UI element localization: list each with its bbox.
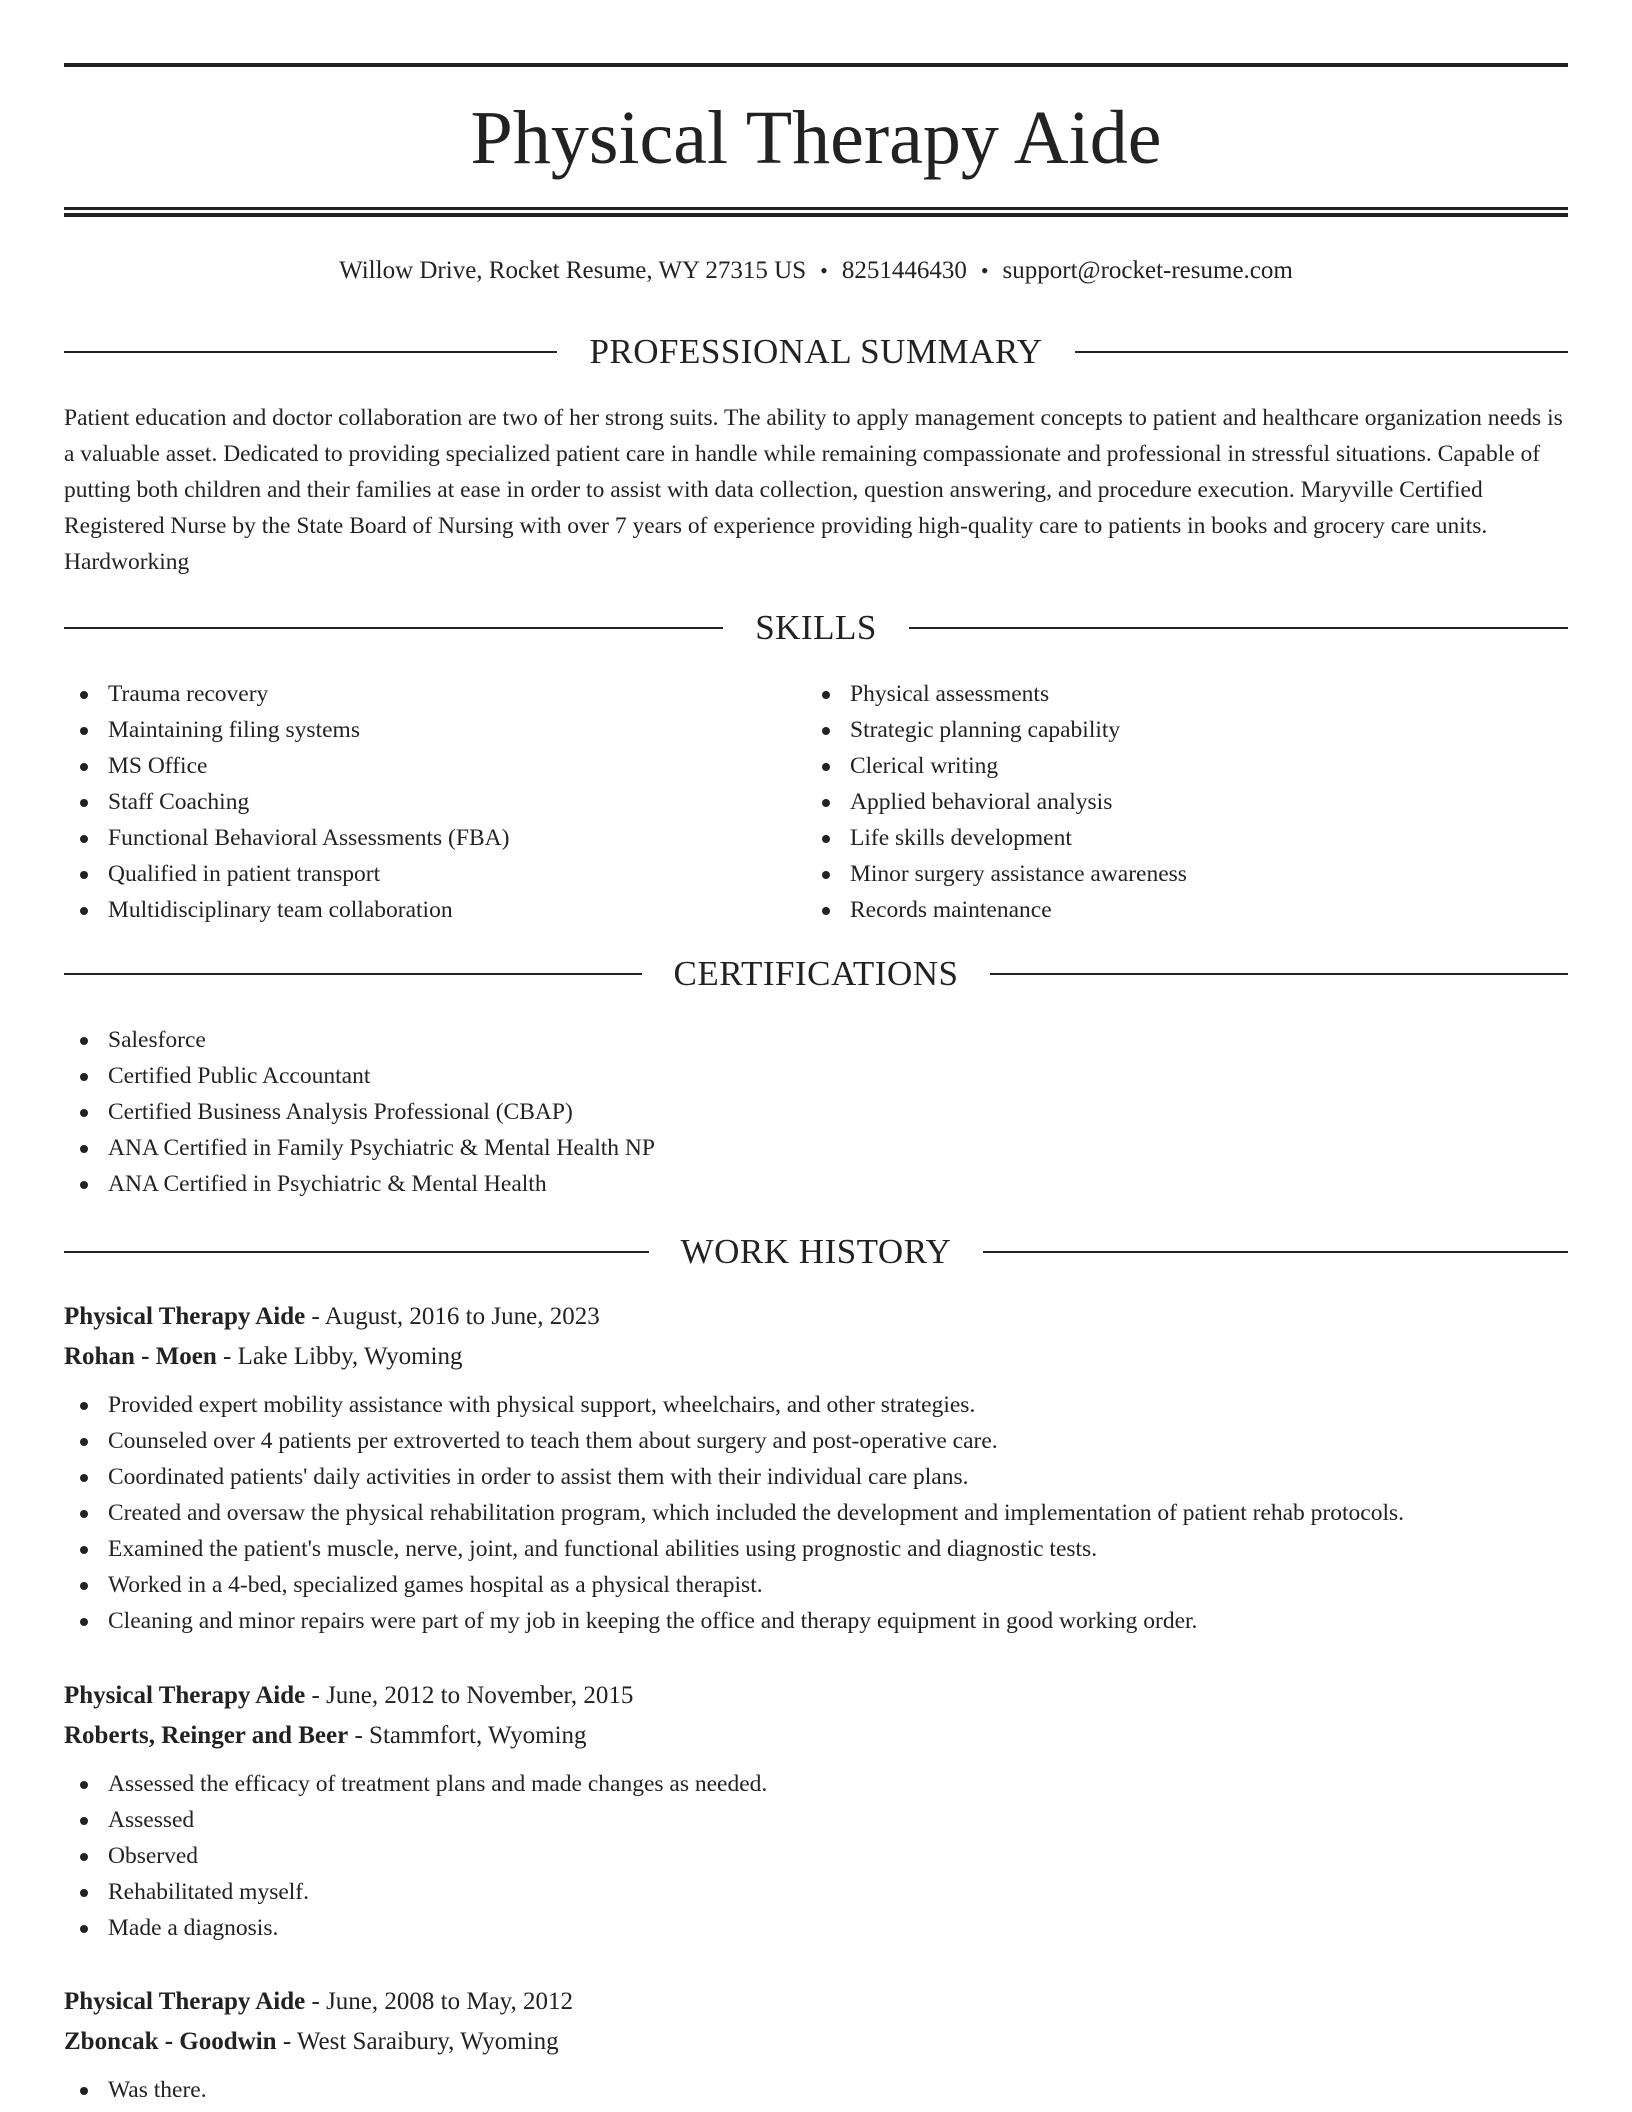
job-entry	[64, 1982, 1568, 2108]
job-bullet: Assessed	[64, 1802, 1568, 1838]
skill-item: Physical assessments	[806, 676, 1568, 712]
job-title-line	[64, 1982, 1568, 2022]
summary-text: Patient education and doctor collaboration are two of her strong suits. The ability to apply management concepts to patient and healthcare organization needs is a valuable asset. Dedicated to providing specialized patient care in handle while remaining compassionate and professional in stressful situations. Capable of putting both children and their families at ease in order to assist with data collection, question answering, and procedure execution. Maryville Certified Registered Nurse by the State Board of Nursing with over 7 years of experience providing high-quality care to patients in books and grocery care units. Hardworking	[64, 405, 1563, 575]
certification-item: Certified Business Analysis Professional (CBAP)	[64, 1094, 1568, 1130]
job-company: Rohan - Moen	[64, 1343, 217, 1370]
skills-list-right	[806, 676, 1568, 928]
skills-list-left	[64, 676, 806, 928]
header-rule-left	[64, 1251, 649, 1253]
skill-item: Multidisciplinary team collaboration	[64, 892, 806, 928]
job-location: - Stammfort, Wyoming	[348, 1722, 587, 1749]
job-title-line	[64, 1676, 1568, 1716]
job-company-line	[64, 1716, 1568, 1756]
certifications-list	[64, 1022, 1568, 1202]
job-dates: - June, 2008 to May, 2012	[305, 1988, 574, 2015]
job-bullet: Provided expert mobility assistance with physical support, wheelchairs, and other strategies.	[64, 1387, 1568, 1423]
job-title-line	[64, 1297, 1568, 1337]
job-bullet: Assessed the efficacy of treatment plans and made changes as needed.	[64, 1766, 1568, 1802]
job-location: - Lake Libby, Wyoming	[216, 1343, 463, 1370]
job-bullet: Was there.	[64, 2072, 1568, 2108]
work-history-heading: WORK HISTORY	[680, 1232, 952, 1271]
skill-item: Functional Behavioral Assessments (FBA)	[64, 820, 806, 856]
contact-phone: 8251446430	[841, 257, 967, 284]
job-company-line	[64, 2022, 1568, 2062]
certifications-section-header	[64, 952, 1568, 996]
job-dates: - June, 2012 to November, 2015	[305, 1682, 634, 1709]
certification-item: Certified Public Accountant	[64, 1058, 1568, 1094]
job-location: - West Saraibury, Wyoming	[276, 2028, 559, 2055]
contact-address: Willow Drive, Rocket Resume, WY 27315 US	[339, 257, 807, 284]
certification-item: ANA Certified in Psychiatric & Mental Health	[64, 1166, 1568, 1202]
job-bullet: Counseled over 4 patients per extroverted to teach them about surgery and post-operative care.	[64, 1423, 1568, 1459]
certification-item: ANA Certified in Family Psychiatric & Mental Health NP	[64, 1130, 1568, 1166]
certifications-heading: CERTIFICATIONS	[673, 954, 959, 993]
job-company: Roberts, Reinger and Beer	[64, 1722, 349, 1749]
header-rule-left	[64, 973, 642, 975]
skill-item: Staff Coaching	[64, 784, 806, 820]
job-bullet: Coordinated patients' daily activities in order to assist them with their individual care plans.	[64, 1459, 1568, 1495]
job-company-line	[64, 1337, 1568, 1377]
job-bullet: Cleaning and minor repairs were part of my job in keeping the office and therapy equipment in good working order.	[64, 1603, 1568, 1639]
job-company: Zboncak - Goodwin	[64, 2028, 277, 2055]
header-rule-right	[990, 973, 1568, 975]
skill-item: Qualified in patient transport	[64, 856, 806, 892]
summary-heading: PROFESSIONAL SUMMARY	[589, 332, 1043, 371]
header-rule-right	[983, 1251, 1568, 1253]
contact-email: support@rocket-resume.com	[1002, 257, 1293, 284]
header-rule-right	[1075, 351, 1568, 353]
work-history-section-header	[64, 1230, 1568, 1274]
job-bullet: Made a diagnosis.	[64, 1910, 1568, 1946]
job-bullet: Examined the patient's muscle, nerve, joint, and functional abilities using prognostic and diagnostic tests.	[64, 1531, 1568, 1567]
contact-separator: •	[980, 258, 989, 283]
skill-item: Clerical writing	[806, 748, 1568, 784]
resume-title: Physical Therapy Aide	[470, 96, 1162, 180]
job-bullet: Worked in a 4-bed, specialized games hospital as a physical therapist.	[64, 1567, 1568, 1603]
job-dates: - August, 2016 to June, 2023	[305, 1303, 600, 1330]
job-role: Physical Therapy Aide	[64, 1303, 306, 1330]
skill-item: Minor surgery assistance awareness	[806, 856, 1568, 892]
job-bullet: Rehabilitated myself.	[64, 1874, 1568, 1910]
header-rule-right	[909, 627, 1568, 629]
job-entry	[64, 1297, 1568, 1639]
contact-line	[64, 253, 1568, 289]
job-bullets	[64, 2072, 1568, 2108]
job-bullets	[64, 1387, 1568, 1639]
contact-separator: •	[820, 258, 828, 283]
top-rule	[64, 63, 1568, 67]
header-rule-left	[64, 627, 723, 629]
skill-item: Life skills development	[806, 820, 1568, 856]
skill-item: Records maintenance	[806, 892, 1568, 928]
skill-item: Maintaining filing systems	[64, 712, 806, 748]
skills-heading: SKILLS	[755, 608, 877, 647]
skill-item: MS Office	[64, 748, 806, 784]
skills-section-header	[64, 606, 1568, 650]
job-bullets	[64, 1766, 1568, 1946]
job-role: Physical Therapy Aide	[64, 1988, 306, 2015]
skill-item: Trauma recovery	[64, 676, 806, 712]
title-double-rule	[64, 207, 1568, 217]
header-rule-left	[64, 351, 557, 353]
certification-item: Salesforce	[64, 1022, 1568, 1058]
skill-item: Strategic planning capability	[806, 712, 1568, 748]
skill-item: Applied behavioral analysis	[806, 784, 1568, 820]
job-bullet: Created and oversaw the physical rehabilitation program, which included the development and implementation of patient rehab protocols.	[64, 1495, 1568, 1531]
job-role: Physical Therapy Aide	[64, 1682, 306, 1709]
summary-section-header	[64, 330, 1568, 374]
job-bullet: Observed	[64, 1838, 1568, 1874]
job-entry	[64, 1676, 1568, 1946]
